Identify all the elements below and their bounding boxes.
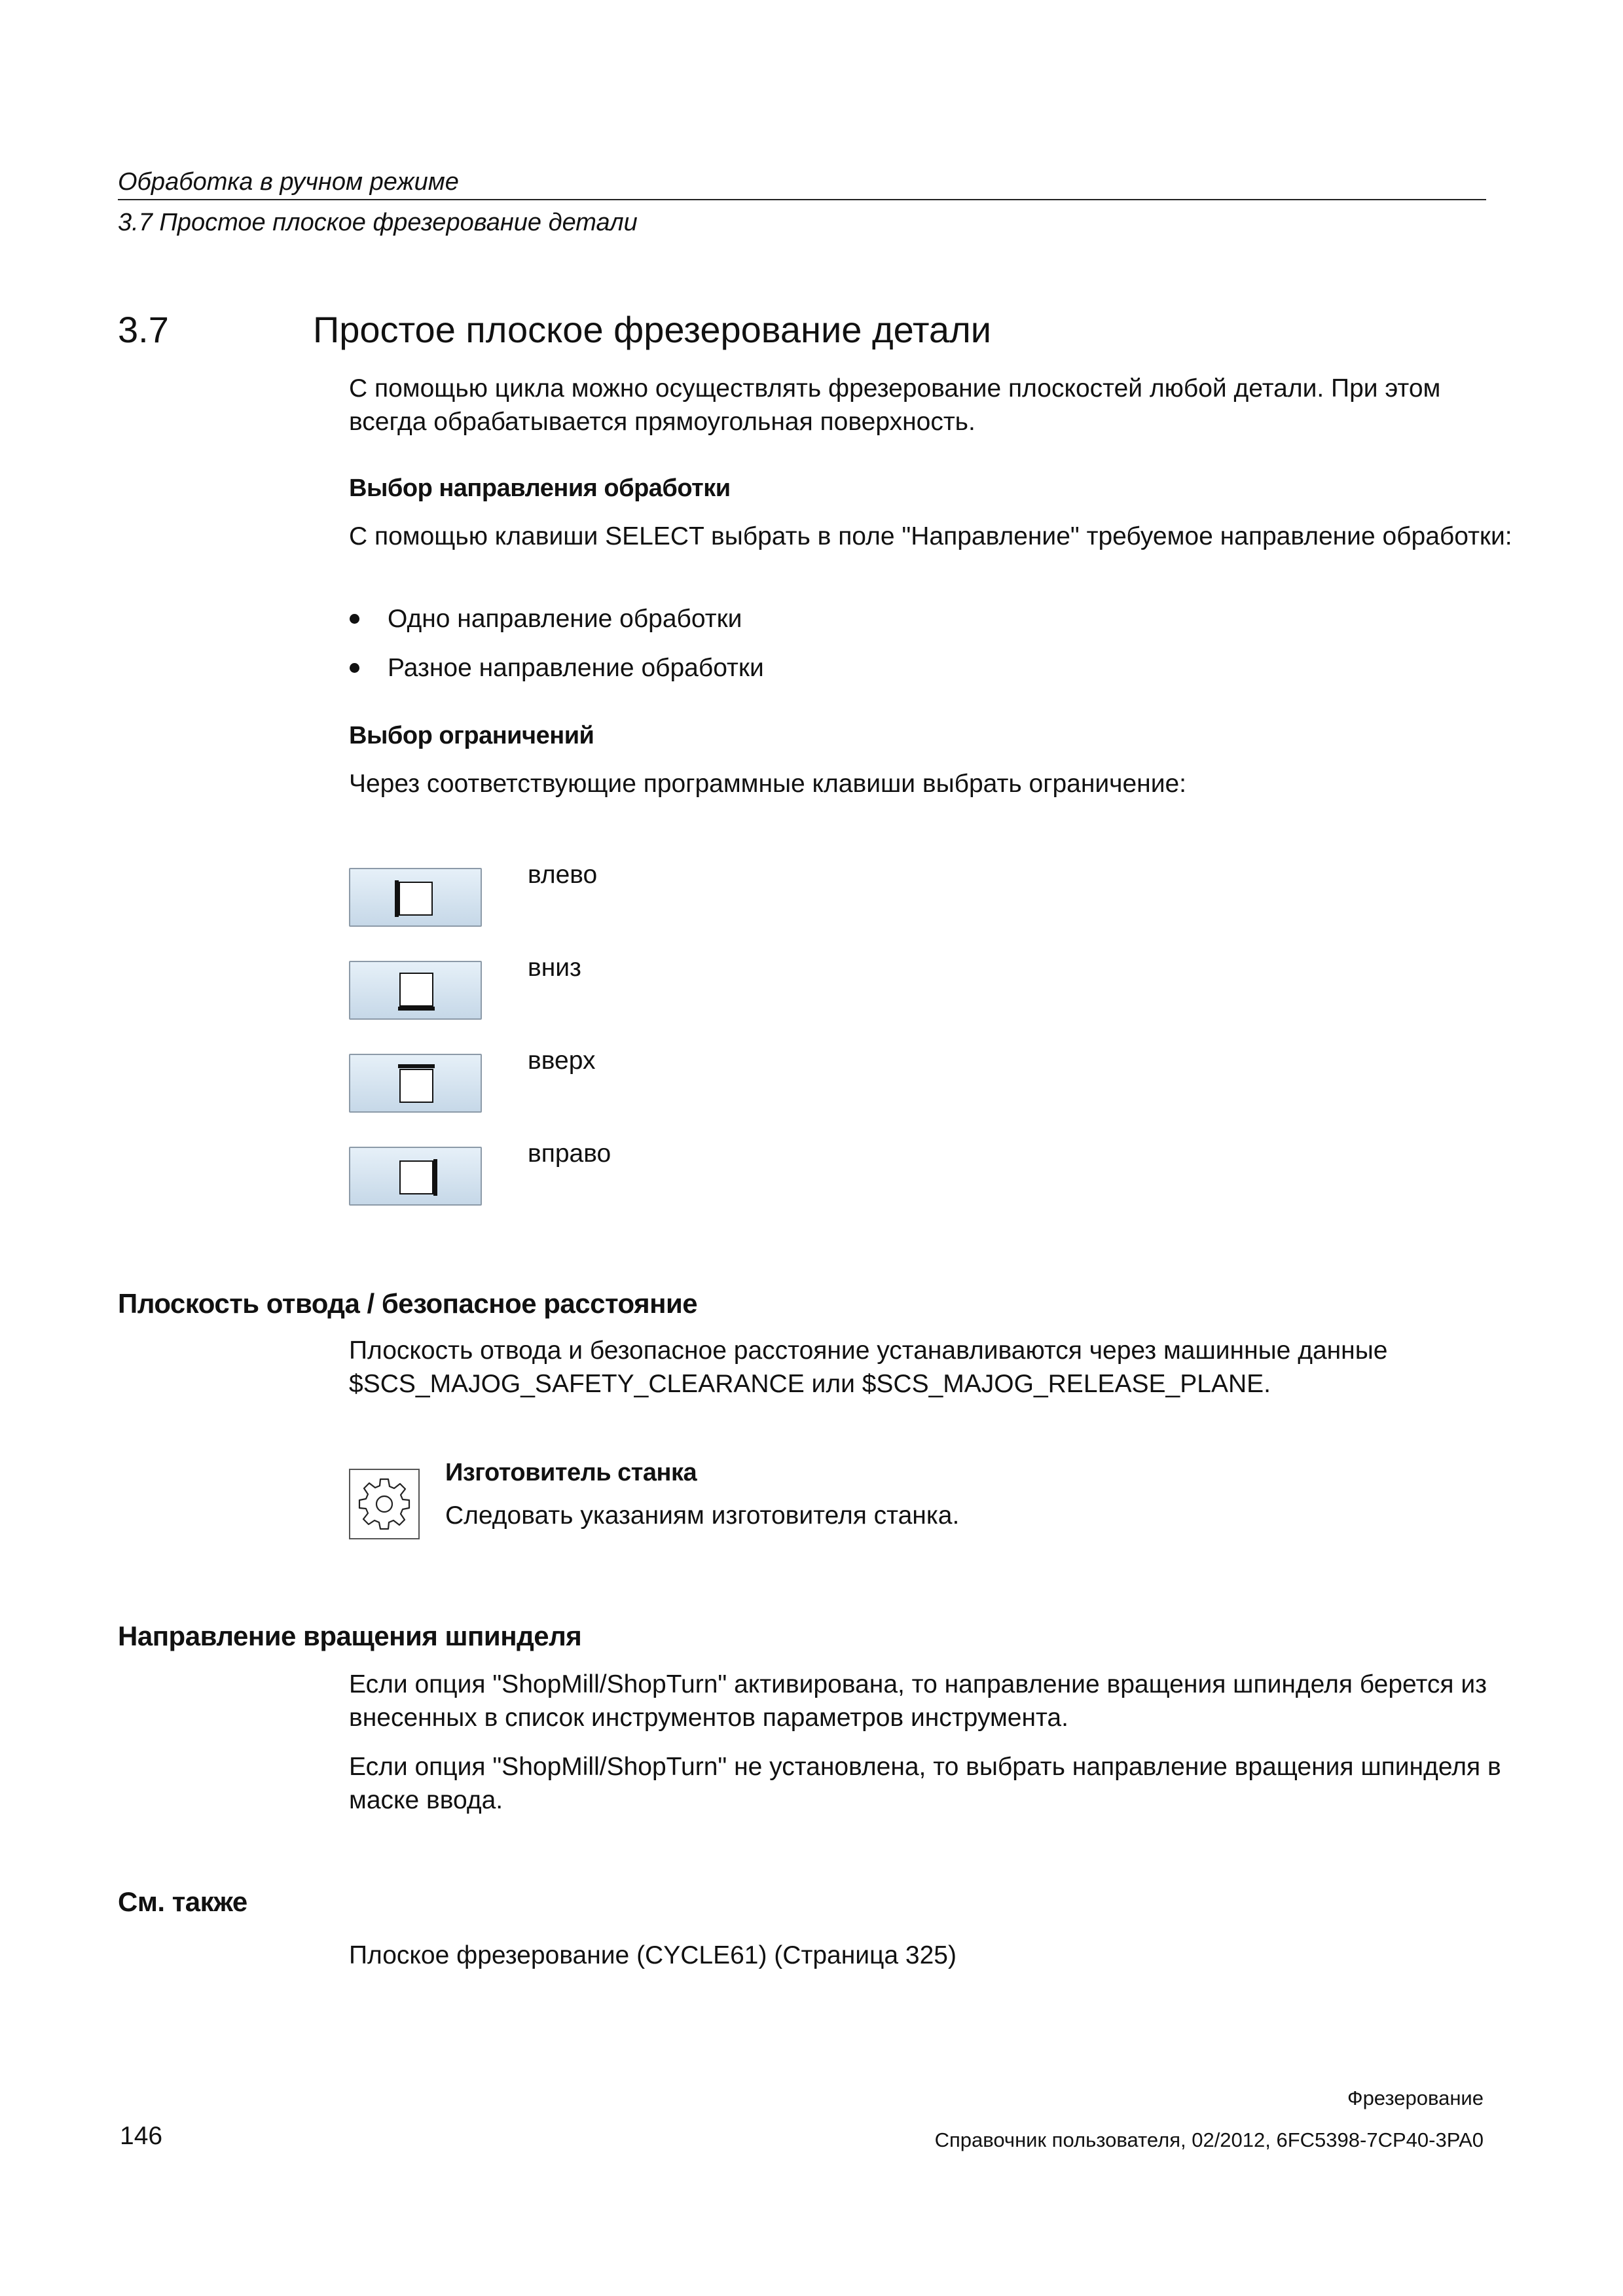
section-number: 3.7 [118, 309, 169, 350]
softkey-label-right: вправо [528, 1139, 611, 1168]
softkey-limit-right[interactable] [349, 1147, 482, 1206]
retract-heading: Плоскость отвода / безопасное расстояние [118, 1288, 698, 1319]
softkey-limit-top[interactable] [349, 1054, 482, 1113]
direction-item-2: Разное направление обработки [388, 654, 764, 682]
see-also-link[interactable]: Плоское фрезерование (CYCLE61) (Страница 325) [349, 1941, 957, 1969]
see-also-heading: См. также [118, 1886, 247, 1917]
footer-product: Фрезерование [1347, 2087, 1484, 2109]
footer-manual: Справочник пользователя, 02/2012, 6FC5398-7CP40-3PA0 [934, 2128, 1484, 2151]
limit-left-icon [350, 869, 483, 928]
direction-item-1: Одно направление обработки [388, 605, 742, 633]
gear-icon [350, 1470, 418, 1538]
header-rule [118, 199, 1486, 200]
spindle-heading: Направление вращения шпинделя [118, 1621, 582, 1651]
manufacturer-note-icon-box [349, 1469, 420, 1539]
page-number: 146 [120, 2122, 163, 2150]
retract-text: Плоскость отвода и безопасное расстояние устанавливаются через машинные данные $SCS_MAJOG_SAFETY_CLEARANCE или $SCS_MAJOG_RELEASE_PLANE. [349, 1336, 1388, 1398]
section-intro: С помощью цикла можно осуществлять фрезерование плоскостей любой детали. При этом всегда обрабатывается прямоугольная поверхность. [349, 374, 1441, 436]
spindle-paragraph-2: Если опция "ShopMill/ShopTurn" не установлена, то выбрать направление вращения шпинделя в маске ввода. [349, 1753, 1501, 1814]
bullet-dot [350, 663, 359, 673]
manufacturer-note-text: Следовать указаниям изготовителя станка. [445, 1501, 960, 1530]
running-header-section: 3.7 Простое плоское фрезерование детали [118, 209, 638, 236]
spindle-paragraph-1: Если опция "ShopMill/ShopTurn" активирована, то направление вращения шпинделя берется из внесенных в список инструментов параметров инструмента. [349, 1670, 1487, 1732]
limits-text: Через соответствующие программные клавиши выбрать ограничение: [349, 770, 1187, 798]
limit-bottom-icon [350, 962, 483, 1021]
softkey-limit-bottom[interactable] [349, 961, 482, 1020]
limit-top-icon [350, 1055, 483, 1114]
softkey-label-left: влево [528, 861, 598, 889]
manufacturer-note-heading: Изготовитель станка [445, 1459, 697, 1486]
limit-right-icon [350, 1148, 483, 1207]
section-title: Простое плоское фрезерование детали [313, 309, 992, 350]
direction-heading: Выбор направления обработки [349, 475, 731, 502]
softkey-label-bottom: вниз [528, 954, 581, 982]
limits-heading: Выбор ограничений [349, 722, 594, 749]
softkey-limit-left[interactable] [349, 868, 482, 927]
bullet-dot [350, 614, 359, 624]
running-header-chapter: Обработка в ручном режиме [118, 168, 459, 196]
softkey-label-top: вверх [528, 1047, 596, 1075]
direction-text: С помощью клавиши SELECT выбрать в поле "Направление" требуемое направление обработки: [349, 522, 1512, 550]
